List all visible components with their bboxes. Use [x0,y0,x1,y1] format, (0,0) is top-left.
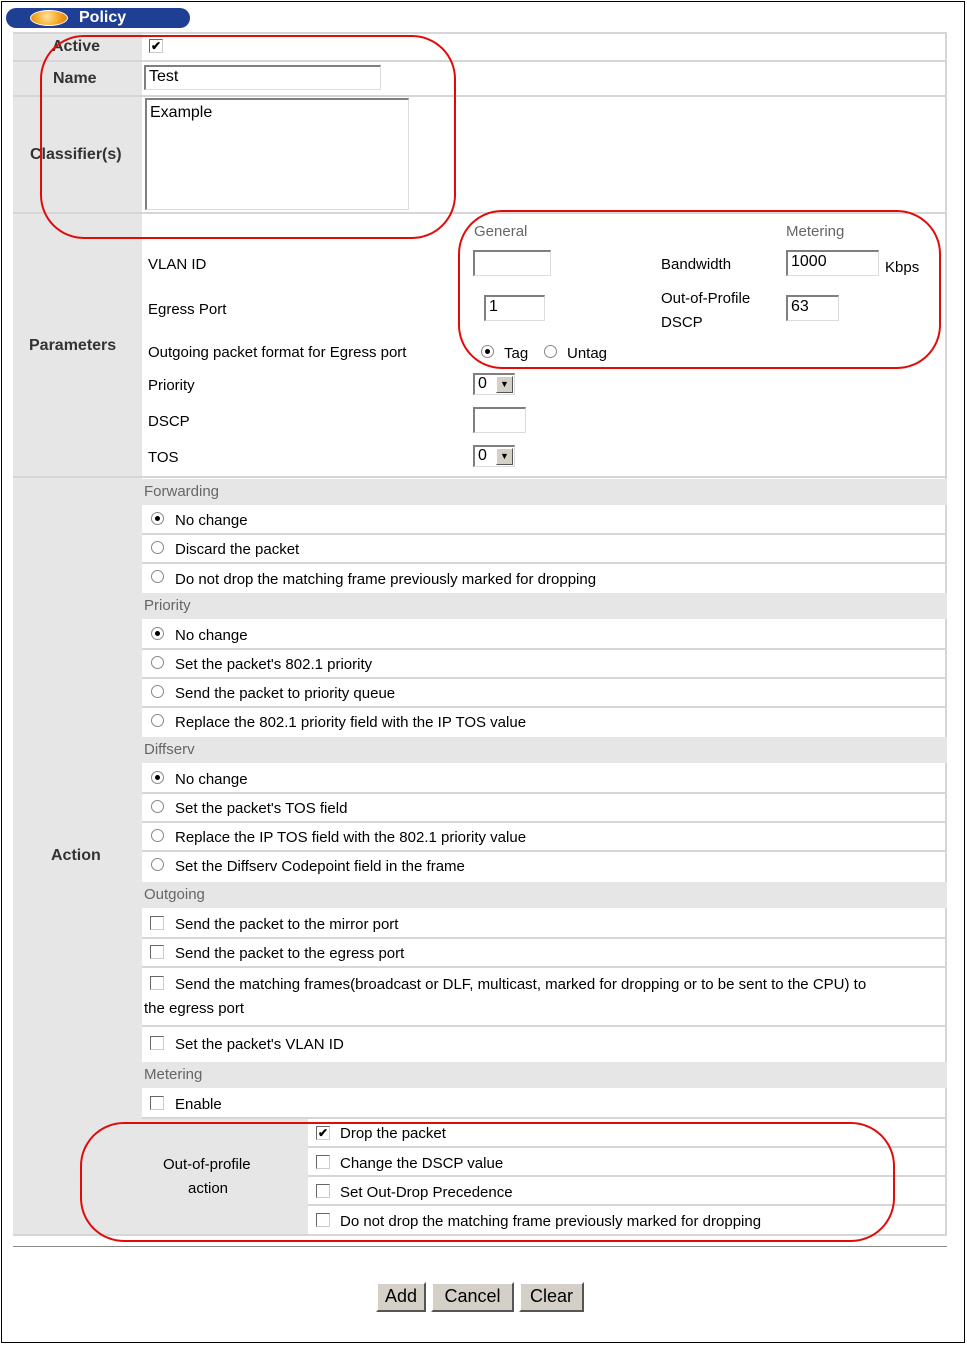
policy-header [6,8,190,28]
active-checkbox[interactable]: ✔ [150,39,162,53]
parameters-label: Parameters [29,337,117,354]
forwarding-option-label: No change [175,512,248,529]
highlight-general-metering [458,210,941,369]
outgoing-mirror-label: Send the packet to the mirror port [175,916,399,933]
priority-option-label: Set the packet's 802.1 priority [175,656,373,673]
diffserv-heading: Diffserv [142,737,947,763]
action-label: Action [51,847,101,864]
egress-port-input[interactable]: 1 [484,295,545,321]
oop-option-label: Drop the packet [340,1125,446,1142]
priority-radio-replace-tos[interactable] [151,714,164,727]
diffserv-option-label: Set the packet's TOS field [175,800,348,817]
bandwidth-unit: Kbps [885,259,920,276]
outgoing-format-label: Outgoing packet format for Egress port [148,344,407,361]
oop-dscp-label-line2: DSCP [661,314,703,331]
tos-select[interactable] [473,445,515,467]
untag-label: Untag [567,345,608,362]
policy-orb-icon [30,10,68,26]
chevron-down-icon: ▼ [496,448,513,465]
diffserv-option-label: No change [175,771,248,788]
clear-button[interactable]: Clear [519,1282,584,1312]
forwarding-option-label: Discard the packet [175,541,300,558]
tag-label: Tag [504,345,529,362]
name-label: Name [53,70,97,87]
out-of-profile-label-line2: action [188,1180,229,1197]
priority-radio-queue[interactable] [151,685,164,698]
forwarding-radio-discard[interactable] [151,541,164,554]
outgoing-vlan-label: Set the packet's VLAN ID [175,1036,344,1053]
page-title: Policy [79,9,127,26]
metering-enable-label: Enable [175,1096,222,1113]
priority-option-label: Replace the 802.1 priority field with the IP TOS value [175,714,527,731]
outgoing-matching-label-line1: Send the matching frames(broadcast or DLF, multicast, marked for dropping or to be sent to the CPU) to [175,976,867,993]
egress-port-label: Egress Port [148,301,227,318]
forwarding-heading: Forwarding [142,479,947,505]
metering-section-heading: Metering [142,1062,947,1088]
bandwidth-label: Bandwidth [661,256,732,273]
priority-option-label: Send the packet to priority queue [175,685,396,702]
oop-option-label: Set Out-Drop Precedence [340,1184,513,1201]
tos-label: TOS [148,449,179,466]
oop-dscp-label-line1: Out-of-Profile [661,290,751,307]
highlight-out-of-profile [80,1122,895,1242]
name-input[interactable]: Test [144,65,381,90]
cancel-button[interactable]: Cancel [431,1282,514,1312]
bandwidth-input[interactable]: 1000 [786,250,879,276]
metering-enable-checkbox[interactable] [150,1096,164,1110]
classifier-label: Classifier(s) [30,146,122,163]
out-of-profile-label-line1: Out-of-profile [163,1156,251,1173]
active-label: Active [52,38,101,55]
forwarding-radio-no-change[interactable] [151,512,164,525]
classifier-listbox[interactable]: Example [145,98,409,210]
priority-select[interactable] [473,373,515,395]
tos-select-value: 0 [478,447,487,464]
oop-option-label: Change the DSCP value [340,1155,504,1172]
outgoing-egress-label: Send the packet to the egress port [175,945,405,962]
vlan-id-label: VLAN ID [148,256,207,273]
diffserv-option-label: Replace the IP TOS field with the 802.1 priority value [175,829,527,846]
priority-option-label: No change [175,627,248,644]
outgoing-matching-label-line2: the egress port [144,1000,245,1017]
diffserv-radio-set-codepoint[interactable] [151,858,164,871]
forwarding-option-label: Do not drop the matching frame previously marked for dropping [175,571,597,588]
priority-heading: Priority [142,593,947,619]
priority-select-value: 0 [478,375,487,392]
outgoing-matching-checkbox[interactable] [150,976,164,990]
diffserv-radio-no-change[interactable] [151,771,164,784]
general-heading: General [474,223,528,240]
highlight-name-classifier [40,35,456,239]
diffserv-radio-set-tos[interactable] [151,800,164,813]
oop-option-label: Do not drop the matching frame previously marked for dropping [340,1213,762,1230]
diffserv-option-label: Set the Diffserv Codepoint field in the frame [175,858,465,875]
forwarding-radio-do-not-drop[interactable] [151,570,164,583]
dscp-label: DSCP [148,413,190,430]
outgoing-egress-checkbox[interactable] [150,945,164,959]
priority-radio-no-change[interactable] [151,627,164,640]
outgoing-heading: Outgoing [142,882,947,908]
chevron-down-icon: ▼ [496,376,513,393]
oop-dscp-input[interactable]: 63 [786,295,839,321]
separator [13,1246,947,1247]
outgoing-mirror-checkbox[interactable] [150,916,164,930]
metering-heading: Metering [786,223,845,240]
diffserv-radio-replace-ip-tos[interactable] [151,829,164,842]
dscp-input[interactable] [473,407,526,433]
priority-label: Priority [148,377,195,394]
add-button[interactable]: Add [376,1282,426,1312]
priority-radio-set-8021[interactable] [151,656,164,669]
outgoing-vlan-checkbox[interactable] [150,1036,164,1050]
oop-drop-checkbox[interactable]: ✔ [317,1126,329,1140]
